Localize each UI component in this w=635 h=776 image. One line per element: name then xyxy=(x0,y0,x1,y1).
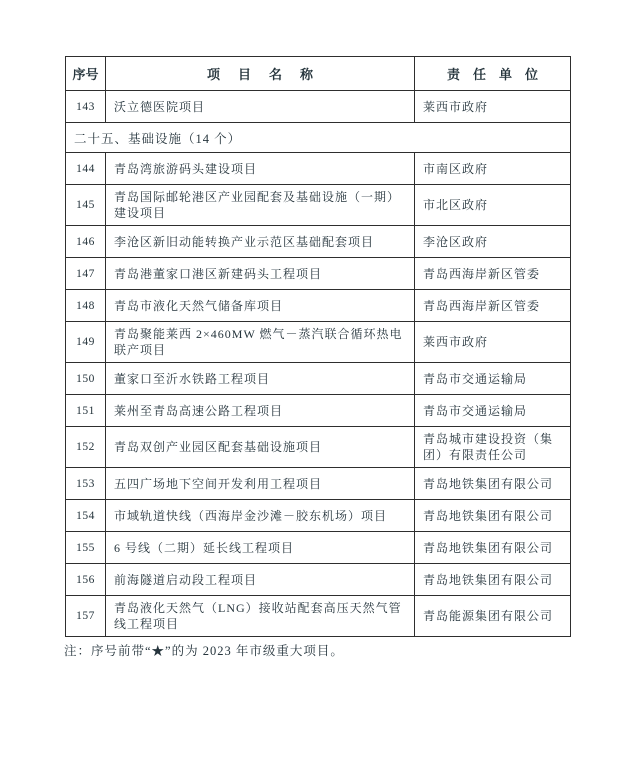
table-row xyxy=(66,596,571,637)
cell-index: 156 xyxy=(66,564,106,596)
cell-index: 151 xyxy=(66,395,106,427)
cell-index: 145 xyxy=(66,185,106,226)
table-row xyxy=(66,564,571,596)
cell-project-name: 五四广场地下空间开发利用工程项目 xyxy=(106,468,415,500)
table-row xyxy=(66,258,571,290)
cell-index: 150 xyxy=(66,363,106,395)
cell-project-name: 沃立德医院项目 xyxy=(106,91,415,123)
cell-responsible-unit: 莱西市政府 xyxy=(415,91,571,123)
table-row xyxy=(66,153,571,185)
cell-index: 152 xyxy=(66,427,106,468)
cell-project-name: 李沧区新旧动能转换产业示范区基础配套项目 xyxy=(106,226,415,258)
cell-responsible-unit: 市南区政府 xyxy=(415,153,571,185)
table-header-row xyxy=(66,57,571,91)
cell-index: 157 xyxy=(66,596,106,637)
header-project-name: 项目名称 xyxy=(106,57,415,91)
cell-project-name: 青岛双创产业园区配套基础设施项目 xyxy=(106,427,415,468)
cell-project-name: 市域轨道快线（西海岸金沙滩－胶东机场）项目 xyxy=(106,500,415,532)
cell-responsible-unit: 青岛市交通运输局 xyxy=(415,395,571,427)
table-row xyxy=(66,395,571,427)
cell-responsible-unit: 李沧区政府 xyxy=(415,226,571,258)
cell-project-name: 青岛国际邮轮港区产业园配套及基础设施（一期）建设项目 xyxy=(106,185,415,226)
cell-responsible-unit: 市北区政府 xyxy=(415,185,571,226)
table-row xyxy=(66,226,571,258)
table-row xyxy=(66,427,571,468)
cell-project-name: 青岛湾旅游码头建设项目 xyxy=(106,153,415,185)
table-body xyxy=(66,91,571,637)
table-row xyxy=(66,363,571,395)
cell-responsible-unit: 青岛地铁集团有限公司 xyxy=(415,564,571,596)
cell-responsible-unit: 青岛市交通运输局 xyxy=(415,363,571,395)
footnote: 注：序号前带“★”的为 2023 年市级重大项目。 xyxy=(64,644,344,658)
cell-responsible-unit: 青岛地铁集团有限公司 xyxy=(415,468,571,500)
cell-responsible-unit: 青岛地铁集团有限公司 xyxy=(415,532,571,564)
cell-index: 155 xyxy=(66,532,106,564)
cell-responsible-unit: 莱西市政府 xyxy=(415,322,571,363)
cell-index: 154 xyxy=(66,500,106,532)
cell-project-name: 青岛港董家口港区新建码头工程项目 xyxy=(106,258,415,290)
header-index: 序号 xyxy=(66,57,106,91)
cell-project-name: 前海隧道启动段工程项目 xyxy=(106,564,415,596)
cell-project-name: 青岛市液化天然气储备库项目 xyxy=(106,290,415,322)
section-row xyxy=(66,123,571,153)
cell-project-name: 青岛液化天然气（LNG）接收站配套高压天然气管线工程项目 xyxy=(106,596,415,637)
section-label: 二十五、基础设施（14 个） xyxy=(66,123,571,153)
cell-index: 153 xyxy=(66,468,106,500)
cell-index: 144 xyxy=(66,153,106,185)
cell-responsible-unit: 青岛西海岸新区管委 xyxy=(415,290,571,322)
cell-index: 146 xyxy=(66,226,106,258)
cell-project-name: 莱州至青岛高速公路工程项目 xyxy=(106,395,415,427)
table-row xyxy=(66,91,571,123)
table-row xyxy=(66,290,571,322)
cell-responsible-unit: 青岛能源集团有限公司 xyxy=(415,596,571,637)
header-responsible-unit: 责任单位 xyxy=(415,57,571,91)
cell-index: 147 xyxy=(66,258,106,290)
cell-index: 148 xyxy=(66,290,106,322)
cell-responsible-unit: 青岛地铁集团有限公司 xyxy=(415,500,571,532)
cell-responsible-unit: 青岛西海岸新区管委 xyxy=(415,258,571,290)
project-table xyxy=(65,56,571,637)
table-row xyxy=(66,532,571,564)
cell-project-name: 青岛聚能莱西 2×460MW 燃气－蒸汽联合循环热电联产项目 xyxy=(106,322,415,363)
table-row xyxy=(66,322,571,363)
cell-project-name: 董家口至沂水铁路工程项目 xyxy=(106,363,415,395)
cell-responsible-unit: 青岛城市建设投资（集团）有限责任公司 xyxy=(415,427,571,468)
table-row xyxy=(66,500,571,532)
table-row xyxy=(66,468,571,500)
table-row xyxy=(66,185,571,226)
cell-project-name: 6 号线（二期）延长线工程项目 xyxy=(106,532,415,564)
cell-index: 143 xyxy=(66,91,106,123)
cell-index: 149 xyxy=(66,322,106,363)
